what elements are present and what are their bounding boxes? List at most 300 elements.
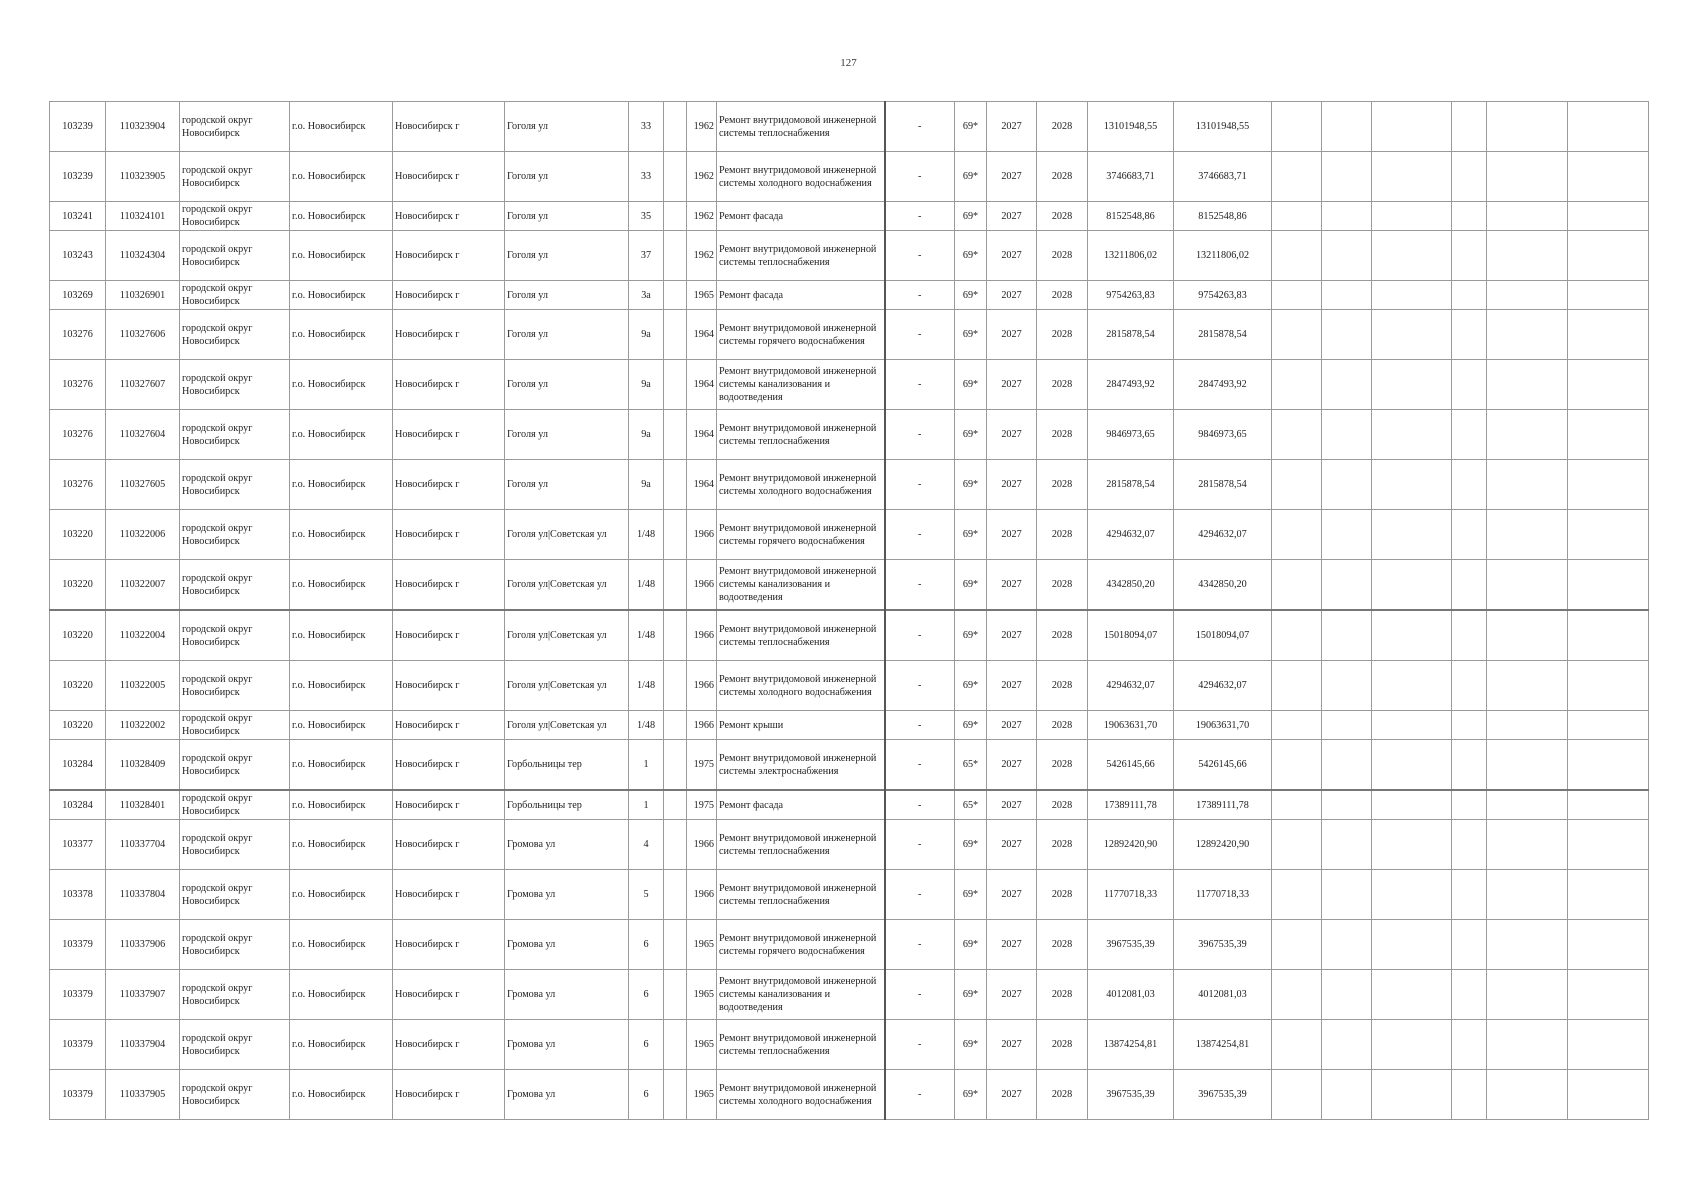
row-id-cell: 103276 xyxy=(50,460,106,510)
built-year-cell: 1965 xyxy=(687,1070,717,1120)
cost-cell: 3967535,39 xyxy=(1088,920,1174,970)
plan-year-to-cell: 2028 xyxy=(1037,152,1088,202)
wear-cell: 69* xyxy=(955,820,987,870)
empty-cell xyxy=(1372,360,1452,410)
empty-cell xyxy=(1322,820,1372,870)
locality-cell: Новосибирск г xyxy=(393,610,505,661)
plan-year-from-cell: 2027 xyxy=(987,152,1037,202)
empty-cell xyxy=(1322,1070,1372,1120)
row-id-cell: 103243 xyxy=(50,231,106,281)
empty-cell xyxy=(1452,790,1487,820)
empty-cell xyxy=(1372,711,1452,740)
empty-cell xyxy=(1568,281,1649,310)
cost-total-cell: 4342850,20 xyxy=(1174,560,1272,611)
plan-year-from-cell: 2027 xyxy=(987,1020,1037,1070)
empty-cell xyxy=(1372,740,1452,791)
work-code-cell: 110322006 xyxy=(106,510,180,560)
wear-cell: 69* xyxy=(955,102,987,152)
plan-year-from-cell: 2027 xyxy=(987,281,1037,310)
work-code-cell: 110327605 xyxy=(106,460,180,510)
district-cell: городской округ Новосибирск xyxy=(180,560,290,611)
empty-cell xyxy=(1487,102,1568,152)
built-year-cell: 1964 xyxy=(687,310,717,360)
built-year-cell: 1962 xyxy=(687,152,717,202)
plan-year-to-cell: 2028 xyxy=(1037,711,1088,740)
empty-cell xyxy=(1322,310,1372,360)
cost-total-cell: 4294632,07 xyxy=(1174,510,1272,560)
plan-year-from-cell: 2027 xyxy=(987,610,1037,661)
cost-total-cell: 8152548,86 xyxy=(1174,202,1272,231)
empty-cell xyxy=(1322,790,1372,820)
table-row xyxy=(50,740,1649,791)
cost-total-cell: 4012081,03 xyxy=(1174,970,1272,1020)
work-type-cell: Ремонт внутридомовой инженерной системы теплоснабжения xyxy=(717,102,885,152)
plan-year-to-cell: 2028 xyxy=(1037,1070,1088,1120)
empty-cell xyxy=(1372,410,1452,460)
locality-cell: Новосибирск г xyxy=(393,510,505,560)
house-cell: 37 xyxy=(629,231,664,281)
wear-cell: 69* xyxy=(955,460,987,510)
corpus-cell xyxy=(664,711,687,740)
house-cell: 6 xyxy=(629,1070,664,1120)
empty-cell xyxy=(1568,202,1649,231)
table-row xyxy=(50,711,1649,740)
empty-cell xyxy=(1487,560,1568,611)
empty-cell xyxy=(1272,231,1322,281)
municipality-cell: г.о. Новосибирск xyxy=(290,152,393,202)
work-code-cell: 110337704 xyxy=(106,820,180,870)
empty-cell xyxy=(1487,460,1568,510)
plan-year-from-cell: 2027 xyxy=(987,202,1037,231)
cost-cell: 3746683,71 xyxy=(1088,152,1174,202)
empty-cell xyxy=(1568,1020,1649,1070)
empty-cell xyxy=(1568,870,1649,920)
wear-cell: 69* xyxy=(955,870,987,920)
empty-cell xyxy=(1452,661,1487,711)
plan-year-to-cell: 2028 xyxy=(1037,790,1088,820)
plan-year-to-cell: 2028 xyxy=(1037,920,1088,970)
plan-year-from-cell: 2027 xyxy=(987,510,1037,560)
empty-cell xyxy=(1272,102,1322,152)
municipality-cell: г.о. Новосибирск xyxy=(290,820,393,870)
plan-year-from-cell: 2027 xyxy=(987,920,1037,970)
empty-cell xyxy=(1322,460,1372,510)
work-code-cell: 110322005 xyxy=(106,661,180,711)
corpus-cell xyxy=(664,102,687,152)
work-type-cell: Ремонт внутридомовой инженерной системы канализования и водоотведения xyxy=(717,360,885,410)
empty-cell xyxy=(1487,970,1568,1020)
row-id-cell: 103276 xyxy=(50,310,106,360)
street-cell: Гоголя ул xyxy=(505,231,629,281)
empty-cell xyxy=(1487,740,1568,791)
empty-cell xyxy=(1322,360,1372,410)
row-id-cell: 103284 xyxy=(50,790,106,820)
empty-cell xyxy=(1372,610,1452,661)
empty-cell xyxy=(1372,102,1452,152)
table-row xyxy=(50,1070,1649,1120)
empty-cell xyxy=(1372,970,1452,1020)
method-cell: - xyxy=(885,560,955,611)
empty-cell xyxy=(1272,661,1322,711)
built-year-cell: 1966 xyxy=(687,610,717,661)
empty-cell xyxy=(1372,560,1452,611)
locality-cell: Новосибирск г xyxy=(393,152,505,202)
work-type-cell: Ремонт внутридомовой инженерной системы теплоснабжения xyxy=(717,1020,885,1070)
work-type-cell: Ремонт внутридомовой инженерной системы холодного водоснабжения xyxy=(717,152,885,202)
corpus-cell xyxy=(664,1020,687,1070)
plan-year-from-cell: 2027 xyxy=(987,870,1037,920)
street-cell: Громова ул xyxy=(505,870,629,920)
district-cell: городской округ Новосибирск xyxy=(180,231,290,281)
row-id-cell: 103379 xyxy=(50,1020,106,1070)
municipality-cell: г.о. Новосибирск xyxy=(290,1020,393,1070)
work-type-cell: Ремонт внутридомовой инженерной системы горячего водоснабжения xyxy=(717,920,885,970)
work-type-cell: Ремонт фасада xyxy=(717,202,885,231)
built-year-cell: 1964 xyxy=(687,360,717,410)
empty-cell xyxy=(1452,410,1487,460)
empty-cell xyxy=(1322,740,1372,791)
empty-cell xyxy=(1272,510,1322,560)
street-cell: Громова ул xyxy=(505,820,629,870)
empty-cell xyxy=(1272,920,1322,970)
cost-total-cell: 3967535,39 xyxy=(1174,920,1272,970)
cost-total-cell: 2815878,54 xyxy=(1174,460,1272,510)
empty-cell xyxy=(1452,920,1487,970)
corpus-cell xyxy=(664,560,687,611)
street-cell: Гоголя ул|Советская ул xyxy=(505,711,629,740)
method-cell: - xyxy=(885,102,955,152)
empty-cell xyxy=(1487,360,1568,410)
cost-total-cell: 13101948,55 xyxy=(1174,102,1272,152)
empty-cell xyxy=(1568,661,1649,711)
cost-total-cell: 3746683,71 xyxy=(1174,152,1272,202)
empty-cell xyxy=(1568,820,1649,870)
empty-cell xyxy=(1452,610,1487,661)
wear-cell: 69* xyxy=(955,711,987,740)
row-id-cell: 103220 xyxy=(50,711,106,740)
empty-cell xyxy=(1452,231,1487,281)
cost-cell: 4294632,07 xyxy=(1088,661,1174,711)
method-cell: - xyxy=(885,152,955,202)
house-cell: 4 xyxy=(629,820,664,870)
empty-cell xyxy=(1272,460,1322,510)
empty-cell xyxy=(1487,410,1568,460)
method-cell: - xyxy=(885,870,955,920)
cost-total-cell: 17389111,78 xyxy=(1174,790,1272,820)
table-row xyxy=(50,102,1649,152)
wear-cell: 69* xyxy=(955,1020,987,1070)
street-cell: Гоголя ул|Советская ул xyxy=(505,661,629,711)
locality-cell: Новосибирск г xyxy=(393,870,505,920)
wear-cell: 69* xyxy=(955,281,987,310)
municipality-cell: г.о. Новосибирск xyxy=(290,740,393,791)
empty-cell xyxy=(1322,711,1372,740)
house-cell: 1/48 xyxy=(629,711,664,740)
plan-year-from-cell: 2027 xyxy=(987,102,1037,152)
plan-year-from-cell: 2027 xyxy=(987,661,1037,711)
work-code-cell: 110323904 xyxy=(106,102,180,152)
table-row xyxy=(50,310,1649,360)
empty-cell xyxy=(1322,970,1372,1020)
cost-cell: 2847493,92 xyxy=(1088,360,1174,410)
empty-cell xyxy=(1487,610,1568,661)
district-cell: городской округ Новосибирск xyxy=(180,711,290,740)
plan-year-to-cell: 2028 xyxy=(1037,102,1088,152)
table-row xyxy=(50,202,1649,231)
plan-year-from-cell: 2027 xyxy=(987,310,1037,360)
built-year-cell: 1965 xyxy=(687,1020,717,1070)
method-cell: - xyxy=(885,790,955,820)
built-year-cell: 1966 xyxy=(687,560,717,611)
corpus-cell xyxy=(664,202,687,231)
empty-cell xyxy=(1487,152,1568,202)
empty-cell xyxy=(1272,202,1322,231)
locality-cell: Новосибирск г xyxy=(393,310,505,360)
work-code-cell: 110324101 xyxy=(106,202,180,231)
built-year-cell: 1975 xyxy=(687,740,717,791)
method-cell: - xyxy=(885,510,955,560)
work-type-cell: Ремонт внутридомовой инженерной системы электроснабжения xyxy=(717,740,885,791)
plan-year-to-cell: 2028 xyxy=(1037,360,1088,410)
empty-cell xyxy=(1568,310,1649,360)
work-code-cell: 110328409 xyxy=(106,740,180,791)
empty-cell xyxy=(1568,410,1649,460)
street-cell: Гоголя ул xyxy=(505,102,629,152)
work-code-cell: 110337906 xyxy=(106,920,180,970)
corpus-cell xyxy=(664,281,687,310)
municipality-cell: г.о. Новосибирск xyxy=(290,460,393,510)
cost-cell: 9754263,83 xyxy=(1088,281,1174,310)
built-year-cell: 1965 xyxy=(687,970,717,1020)
row-id-cell: 103379 xyxy=(50,1070,106,1120)
house-cell: 1 xyxy=(629,790,664,820)
plan-year-to-cell: 2028 xyxy=(1037,281,1088,310)
method-cell: - xyxy=(885,202,955,231)
cost-cell: 19063631,70 xyxy=(1088,711,1174,740)
cost-total-cell: 5426145,66 xyxy=(1174,740,1272,791)
house-cell: 9а xyxy=(629,460,664,510)
corpus-cell xyxy=(664,410,687,460)
district-cell: городской округ Новосибирск xyxy=(180,360,290,410)
empty-cell xyxy=(1272,870,1322,920)
cost-total-cell: 19063631,70 xyxy=(1174,711,1272,740)
built-year-cell: 1966 xyxy=(687,661,717,711)
empty-cell xyxy=(1452,152,1487,202)
empty-cell xyxy=(1322,661,1372,711)
house-cell: 9а xyxy=(629,410,664,460)
plan-year-from-cell: 2027 xyxy=(987,410,1037,460)
municipality-cell: г.о. Новосибирск xyxy=(290,970,393,1020)
corpus-cell xyxy=(664,740,687,791)
empty-cell xyxy=(1487,1070,1568,1120)
locality-cell: Новосибирск г xyxy=(393,560,505,611)
method-cell: - xyxy=(885,281,955,310)
method-cell: - xyxy=(885,610,955,661)
empty-cell xyxy=(1568,790,1649,820)
empty-cell xyxy=(1372,231,1452,281)
plan-year-to-cell: 2028 xyxy=(1037,460,1088,510)
empty-cell xyxy=(1568,152,1649,202)
empty-cell xyxy=(1487,920,1568,970)
plan-year-from-cell: 2027 xyxy=(987,790,1037,820)
work-code-cell: 110337804 xyxy=(106,870,180,920)
district-cell: городской округ Новосибирск xyxy=(180,820,290,870)
plan-year-from-cell: 2027 xyxy=(987,560,1037,611)
municipality-cell: г.о. Новосибирск xyxy=(290,1070,393,1120)
empty-cell xyxy=(1568,920,1649,970)
cost-cell: 3967535,39 xyxy=(1088,1070,1174,1120)
empty-cell xyxy=(1487,202,1568,231)
cost-total-cell: 9754263,83 xyxy=(1174,281,1272,310)
house-cell: 3а xyxy=(629,281,664,310)
locality-cell: Новосибирск г xyxy=(393,711,505,740)
table-row xyxy=(50,920,1649,970)
wear-cell: 69* xyxy=(955,360,987,410)
empty-cell xyxy=(1372,920,1452,970)
empty-cell xyxy=(1568,231,1649,281)
corpus-cell xyxy=(664,820,687,870)
empty-cell xyxy=(1568,560,1649,611)
cost-cell: 9846973,65 xyxy=(1088,410,1174,460)
house-cell: 1/48 xyxy=(629,560,664,611)
table-row xyxy=(50,510,1649,560)
cost-total-cell: 13211806,02 xyxy=(1174,231,1272,281)
empty-cell xyxy=(1372,820,1452,870)
cost-cell: 13101948,55 xyxy=(1088,102,1174,152)
cost-cell: 4294632,07 xyxy=(1088,510,1174,560)
method-cell: - xyxy=(885,711,955,740)
district-cell: городской округ Новосибирск xyxy=(180,1020,290,1070)
row-id-cell: 103239 xyxy=(50,102,106,152)
locality-cell: Новосибирск г xyxy=(393,102,505,152)
work-code-cell: 110327604 xyxy=(106,410,180,460)
empty-cell xyxy=(1487,231,1568,281)
corpus-cell xyxy=(664,510,687,560)
empty-cell xyxy=(1322,202,1372,231)
empty-cell xyxy=(1568,1070,1649,1120)
wear-cell: 69* xyxy=(955,152,987,202)
corpus-cell xyxy=(664,870,687,920)
empty-cell xyxy=(1372,1070,1452,1120)
empty-cell xyxy=(1272,560,1322,611)
empty-cell xyxy=(1322,1020,1372,1070)
table-row xyxy=(50,281,1649,310)
work-type-cell: Ремонт внутридомовой инженерной системы теплоснабжения xyxy=(717,870,885,920)
corpus-cell xyxy=(664,360,687,410)
method-cell: - xyxy=(885,360,955,410)
built-year-cell: 1966 xyxy=(687,510,717,560)
district-cell: городской округ Новосибирск xyxy=(180,410,290,460)
method-cell: - xyxy=(885,820,955,870)
house-cell: 9а xyxy=(629,360,664,410)
empty-cell xyxy=(1452,560,1487,611)
plan-year-to-cell: 2028 xyxy=(1037,970,1088,1020)
district-cell: городской округ Новосибирск xyxy=(180,870,290,920)
empty-cell xyxy=(1568,102,1649,152)
empty-cell xyxy=(1568,740,1649,791)
work-type-cell: Ремонт внутридомовой инженерной системы холодного водоснабжения xyxy=(717,1070,885,1120)
empty-cell xyxy=(1372,1020,1452,1070)
built-year-cell: 1962 xyxy=(687,231,717,281)
street-cell: Гоголя ул|Советская ул xyxy=(505,560,629,611)
capital-repair-table xyxy=(49,101,1649,1120)
cost-total-cell: 9846973,65 xyxy=(1174,410,1272,460)
row-id-cell: 103276 xyxy=(50,410,106,460)
row-id-cell: 103220 xyxy=(50,510,106,560)
district-cell: городской округ Новосибирск xyxy=(180,790,290,820)
municipality-cell: г.о. Новосибирск xyxy=(290,610,393,661)
empty-cell xyxy=(1272,711,1322,740)
house-cell: 1/48 xyxy=(629,510,664,560)
empty-cell xyxy=(1272,610,1322,661)
empty-cell xyxy=(1487,711,1568,740)
municipality-cell: г.о. Новосибирск xyxy=(290,870,393,920)
table-row xyxy=(50,410,1649,460)
work-code-cell: 110328401 xyxy=(106,790,180,820)
empty-cell xyxy=(1272,281,1322,310)
house-cell: 1 xyxy=(629,740,664,791)
street-cell: Громова ул xyxy=(505,920,629,970)
house-cell: 1/48 xyxy=(629,661,664,711)
table-row xyxy=(50,870,1649,920)
empty-cell xyxy=(1372,281,1452,310)
plan-year-from-cell: 2027 xyxy=(987,820,1037,870)
empty-cell xyxy=(1487,310,1568,360)
district-cell: городской округ Новосибирск xyxy=(180,740,290,791)
street-cell: Горбольницы тер xyxy=(505,740,629,791)
empty-cell xyxy=(1568,970,1649,1020)
plan-year-to-cell: 2028 xyxy=(1037,661,1088,711)
method-cell: - xyxy=(885,920,955,970)
work-code-cell: 110337904 xyxy=(106,1020,180,1070)
cost-cell: 13874254,81 xyxy=(1088,1020,1174,1070)
municipality-cell: г.о. Новосибирск xyxy=(290,410,393,460)
work-type-cell: Ремонт внутридомовой инженерной системы теплоснабжения xyxy=(717,231,885,281)
empty-cell xyxy=(1452,310,1487,360)
empty-cell xyxy=(1322,510,1372,560)
empty-cell xyxy=(1372,202,1452,231)
district-cell: городской округ Новосибирск xyxy=(180,970,290,1020)
empty-cell xyxy=(1568,610,1649,661)
work-type-cell: Ремонт внутридомовой инженерной системы горячего водоснабжения xyxy=(717,310,885,360)
wear-cell: 69* xyxy=(955,920,987,970)
house-cell: 33 xyxy=(629,152,664,202)
empty-cell xyxy=(1452,460,1487,510)
corpus-cell xyxy=(664,1070,687,1120)
municipality-cell: г.о. Новосибирск xyxy=(290,661,393,711)
empty-cell xyxy=(1372,460,1452,510)
method-cell: - xyxy=(885,1020,955,1070)
wear-cell: 69* xyxy=(955,1070,987,1120)
municipality-cell: г.о. Новосибирск xyxy=(290,231,393,281)
house-cell: 6 xyxy=(629,1020,664,1070)
row-id-cell: 103220 xyxy=(50,560,106,611)
plan-year-to-cell: 2028 xyxy=(1037,231,1088,281)
cost-total-cell: 12892420,90 xyxy=(1174,820,1272,870)
district-cell: городской округ Новосибирск xyxy=(180,310,290,360)
table-row xyxy=(50,661,1649,711)
house-cell: 33 xyxy=(629,102,664,152)
locality-cell: Новосибирск г xyxy=(393,1070,505,1120)
work-code-cell: 110322004 xyxy=(106,610,180,661)
table-row xyxy=(50,790,1649,820)
built-year-cell: 1966 xyxy=(687,870,717,920)
work-code-cell: 110327606 xyxy=(106,310,180,360)
empty-cell xyxy=(1487,661,1568,711)
wear-cell: 69* xyxy=(955,231,987,281)
method-cell: - xyxy=(885,661,955,711)
empty-cell xyxy=(1487,510,1568,560)
